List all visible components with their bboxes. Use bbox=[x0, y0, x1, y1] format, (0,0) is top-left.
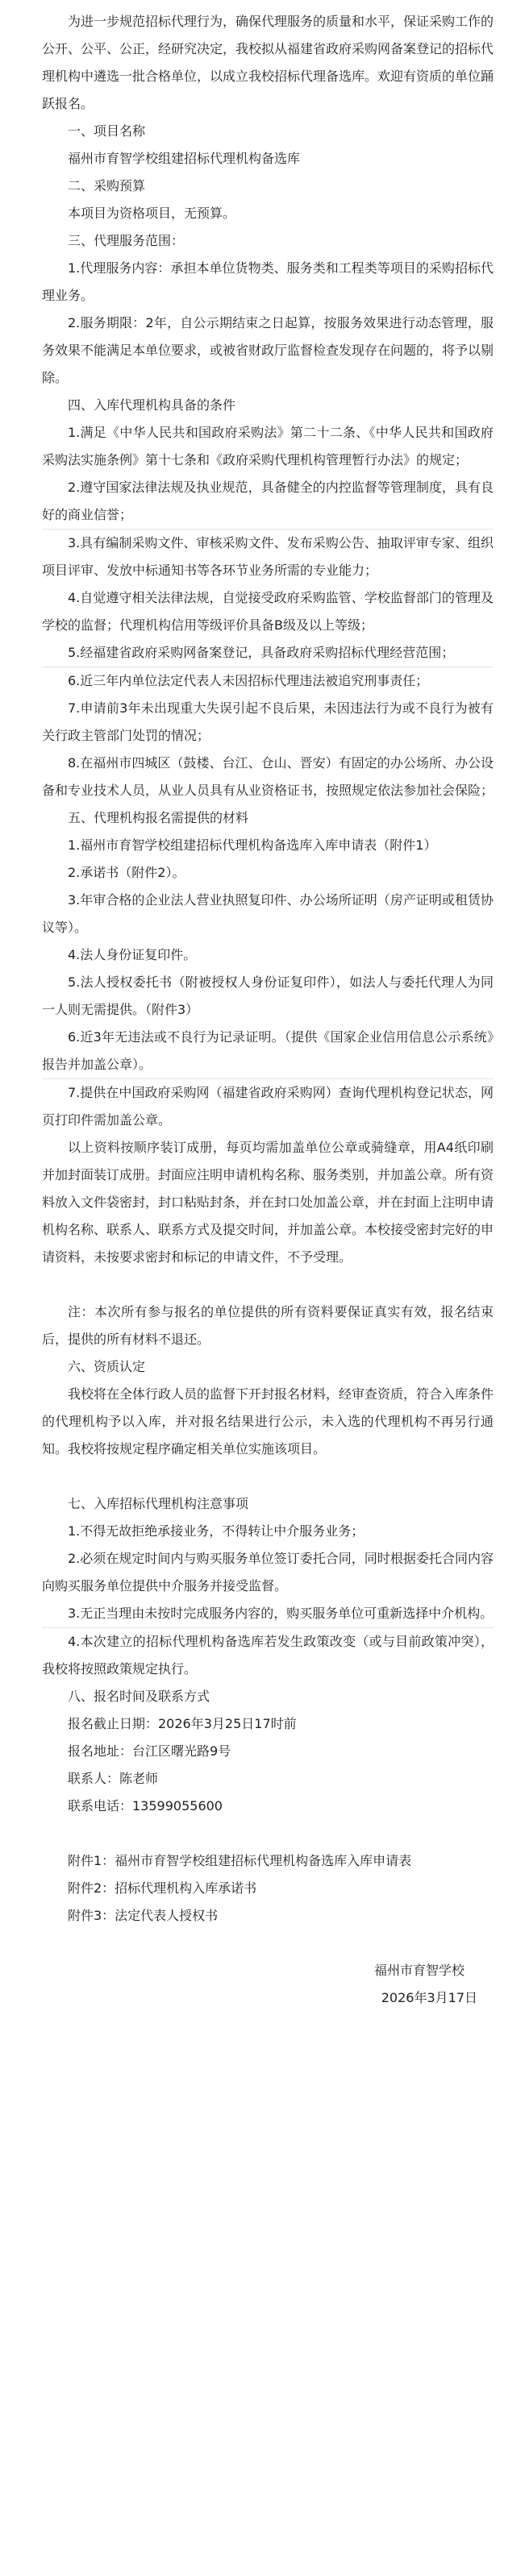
contact-person: 联系人：陈老师 bbox=[68, 1771, 159, 1786]
section-4-item-4: 4.自觉遵守相关法律法规，自觉接受政府采购监管、学校监督部门的管理及学校的监督；代理机构信用等级评价具备B级及以上等级； bbox=[42, 590, 494, 633]
spacer bbox=[42, 1271, 494, 1298]
section-5-item-6: 6.近3年无违法或不良行为记录证明。（提供《国家企业信用信息公示系统》报告并加盖公章）。 bbox=[42, 1029, 494, 1072]
section-5-binding-instructions: 以上资料按顺序装订成册，每页均需加盖单位公章或骑缝章，用A4纸印刷并加封面装订成册。封面应注明申请机构名称、服务类别，并加盖公章。所有资料放入文件袋密封，封口粘贴封条，并在封口处加盖公章，并在封面上注明申请机构名称、联系人、联系方式及提交时间，并加盖公章。本校接受密封完好的申请资料，未按要求密封和标记的申请文件，不予受理。 bbox=[42, 1140, 494, 1265]
section-4-item-5: 5.经福建省政府采购网备案登记，具备政府采购招标代理经营范围； bbox=[68, 645, 455, 660]
section-5-item-2: 2.承诺书（附件2）。 bbox=[68, 865, 185, 880]
document-body bbox=[42, 8, 494, 2012]
section-5-item-3: 3.年审合格的企业法人营业执照复印件、办公场所证明（房产证明或租赁协议等）。 bbox=[42, 892, 494, 935]
section-2-body: 本项目为资格项目，无预算。 bbox=[68, 206, 236, 221]
section-5-title: 五、代理机构报名需提供的材料 bbox=[68, 810, 249, 825]
section-5-item-1: 1.福州市育智学校组建招标代理机构备选库入库申请表（附件1） bbox=[68, 837, 437, 853]
section-4-item-7: 7.申请前3年未出现重大失误引起不良后果，未因违法行为或不良行为被有关行政主管部门处罚的情况； bbox=[42, 700, 494, 743]
section-7-item-4: 4.本次建立的招标代理机构备选库若发生政策改变（或与目前政策冲突），我校将按照政策规定执行。 bbox=[42, 1634, 494, 1676]
registration-address: 报名地址：台江区曙光路9号 bbox=[68, 1743, 231, 1759]
section-4-item-6: 6.近三年内单位法定代表人未因招标代理违法被追究刑事责任； bbox=[68, 673, 429, 688]
signature-organization: 福州市育智学校 bbox=[373, 1963, 465, 1978]
section-1-body: 福州市育智学校组建招标代理机构备选库 bbox=[68, 151, 301, 166]
section-4-item-1: 1.满足《中华人民共和国政府采购法》第二十二条、《中华人民共和国政府采购法实施条例》第十七条和《政府采购代理机构管理暂行办法》的规定； bbox=[42, 425, 494, 467]
spacer bbox=[42, 1820, 494, 1847]
section-8-title: 八、报名时间及联系方式 bbox=[68, 1689, 210, 1704]
attachment-2: 附件2：招标代理机构入库承诺书 bbox=[68, 1880, 257, 1896]
spacer bbox=[42, 1463, 494, 1490]
section-5-item-7: 7.提供在中国政府采购网（福建省政府采购网）查询代理机构登记状态，网页打印件需加盖公章。 bbox=[42, 1085, 494, 1128]
section-3-title: 三、代理服务范围： bbox=[68, 233, 185, 248]
section-5-note: 注：本次所有参与报名的单位提供的所有资料要保证真实有效，报名结束后，提供的所有材料不退还。 bbox=[42, 1304, 494, 1347]
section-6-body: 我校将在全体行政人员的监督下开封报名材料，经审查资质，符合入库条件的代理机构予以入库，并对报名结果进行公示，未入选的代理机构不再另行通知。我校将按规定程序确定相关单位实施该项目。 bbox=[42, 1386, 494, 1456]
section-4-title: 四、入库代理机构具备的条件 bbox=[68, 397, 236, 413]
attachment-3: 附件3：法定代表人授权书 bbox=[68, 1908, 219, 1923]
section-7-item-2: 2.必须在规定时间内与购买服务单位签订委托合同，同时根据委托合同内容向购买服务单位提供中介服务并接受监督。 bbox=[42, 1551, 494, 1593]
section-7-title: 七、入库招标代理机构注意事项 bbox=[68, 1496, 249, 1511]
attachment-1: 附件1：福州市育智学校组建招标代理机构备选库入库申请表 bbox=[68, 1853, 412, 1868]
contact-phone: 联系电话：13599055600 bbox=[68, 1798, 223, 1814]
section-5-item-4: 4.法人身份证复印件。 bbox=[68, 947, 197, 962]
section-5-item-5: 5.法人授权委托书（附被授权人身份证复印件），如法人与委托代理人为同一人则无需提供。（附件3） bbox=[42, 974, 494, 1017]
section-6-title: 六、资质认定 bbox=[68, 1359, 146, 1374]
section-4-item-3: 3.具有编制采购文件、审核采购文件、发布采购公告、抽取评审专家、组织项目评审、发放中标通知书等各环节业务所需的专业能力； bbox=[42, 535, 494, 578]
section-4-item-8: 8.在福州市四城区（鼓楼、台江、仓山、晋安）有固定的办公场所、办公设备和专业技术人员，从业人员具有从业资格证书，按照规定依法参加社会保险； bbox=[42, 755, 494, 798]
section-1-title: 一、项目名称 bbox=[68, 123, 146, 139]
signature-date: 2026年3月17日 bbox=[381, 1990, 477, 2005]
section-7-item-1: 1.不得无故拒绝承接业务，不得转让中介服务业务； bbox=[68, 1523, 365, 1539]
section-3-item-2: 2.服务期限：2年，自公示期结束之日起算，按服务效果进行动态管理，服务效果不能满足本单位要求，或被省财政厅监督检查发现存在问题的，将予以剔除。 bbox=[42, 315, 494, 385]
registration-deadline: 报名截止日期：2026年3月25日17时前 bbox=[68, 1716, 297, 1731]
section-4-item-2: 2.遵守国家法律法规及执业规范，具备健全的内控监督等管理制度，具有良好的商业信誉； bbox=[42, 480, 494, 522]
section-2-title: 二、采购预算 bbox=[68, 178, 146, 193]
section-3-item-1: 1.代理服务内容：承担本单位货物类、服务类和工程类等项目的采购招标代理业务。 bbox=[42, 260, 494, 303]
spacer bbox=[42, 1930, 494, 1957]
intro-paragraph: 为进一步规范招标代理行为，确保代理服务的质量和水平，保证采购工作的公开、公平、公正，经研究决定，我校拟从福建省政府采购网备案登记的招标代理机构中遴选一批合格单位，以成立我校招标代理备选库。欢迎有资质的单位踊跃报名。 bbox=[42, 14, 494, 111]
section-7-item-3: 3.无正当理由未按时完成服务内容的，购买服务单位可重新选择中介机构。 bbox=[68, 1606, 494, 1621]
